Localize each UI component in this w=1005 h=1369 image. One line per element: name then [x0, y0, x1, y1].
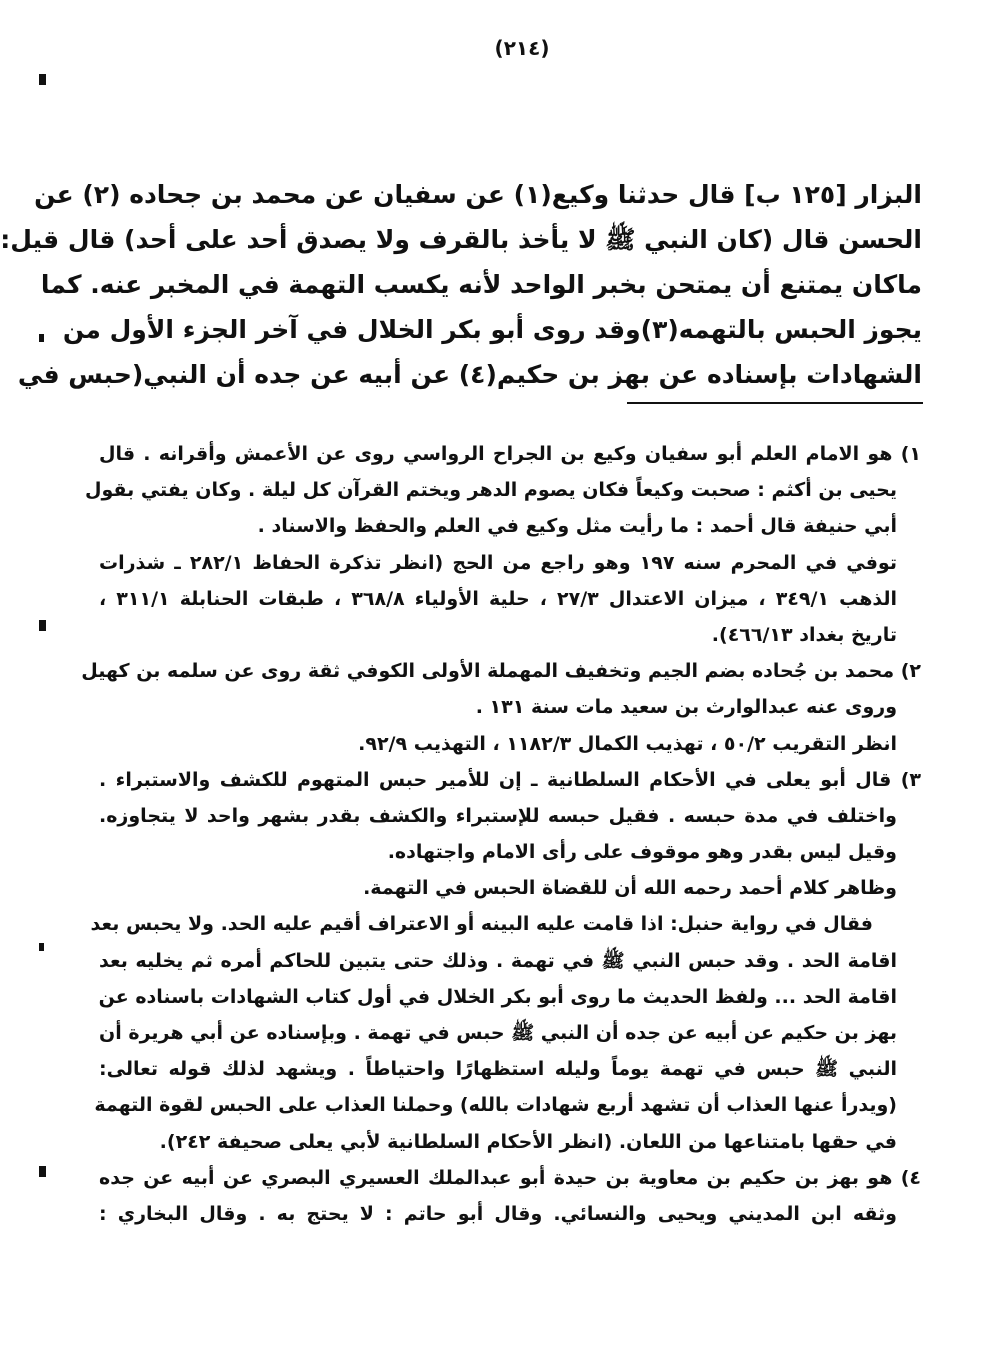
footnote-line: واختلف في مدة حبسه . فقيل حبسه للإستبراء والكشف بقدر بشهر واحد لا يتجاوزه.: [99, 804, 897, 827]
footnote-line: ٢) محمد بن جُحاده بضم الجيم وتخفيف المهملة الأولى الكوفي ثقة روى عن سلمه بن كهيل: [81, 660, 921, 683]
binding-hole-mark: [39, 620, 46, 631]
main-text-line: البزار [١٢٥ ب] قال حدثنا وكيع(١) عن سفيان عن محمد بن جحاده (٢) عن: [34, 180, 922, 209]
footnote-line: ١) هو الامام العلم أبو سفيان وكيع بن الجراح الرواسي روى عن الأعمش وأقرانه . قال: [99, 443, 921, 465]
binding-hole-mark: [39, 74, 46, 85]
footnote-line: اقامة الحد ... ولفظ الحديث ما روى أبو بكر الخلال في أول كتاب الشهادات باسناده عن: [98, 985, 897, 1008]
footnote-line: الذهب ٣٤٩/١ ، ميزان الاعتدال ٢٧/٣ ، حلية الأولياء ٣٦٨/٨ ، طبقات الحنابلة ٣١١/١ ،: [99, 587, 898, 610]
footnote-line: وظاهر كلام أحمد رحمه الله أن للقضاة الحبس في التهمة.: [363, 877, 897, 900]
footnote-separator: [627, 402, 923, 404]
footnote-line: انظر التقريب ٥٠/٢ ، تهذيب الكمال ١١٨٢/٣ ، التهذيب ٩٢/٩.: [358, 732, 897, 755]
footnote-line: وثقه ابن المديني ويحيى والنسائي. وقال أبو حاتم : لا يحتج به . وقال البخاري :: [99, 1202, 897, 1225]
page-number: (٢١٤): [494, 36, 550, 60]
footnote-line: اقامة الحد . وقد حبس النبي ﷺ في تهمة . وذلك حتى يتبين للحاكم أمره ثم يخليه بعد: [99, 949, 897, 972]
main-text-line: الشهادات بإسناده عن بهز بن حكيم(٤) عن أبيه عن جده أن النبي(حبس في: [17, 360, 922, 389]
footnotes-section: [81, 436, 921, 1232]
footnote-line: وروى عنه عبدالوارث بن سعيد مات سنة ١٣١ .: [475, 696, 897, 719]
binding-hole-mark: [39, 943, 44, 951]
footnote-line: ٣) قال أبو يعلى في الأحكام السلطانية ـ إن للأمير حبس المتهوم للكشف والاستبراء .: [99, 768, 921, 791]
footnote-line: ٤) هو بهز بن حكيم بن معاوية بن حيدة أبو عبدالملك العسيري البصري عن أبيه عن جده: [99, 1166, 921, 1189]
footnote-line: تاريخ بغداد ٤٦٦/١٣).: [711, 623, 897, 646]
footnote-line: توفي في المحرم سنه ١٩٧ وهو راجع من الحج (انظر تذكرة الحفاظ ٢٨٢/١ ـ شذرات: [99, 551, 897, 574]
footnote-line: في حقها بامتناعها من اللعان. (انظر الأحكام السلطانية لأبي يعلى صحيفة ٢٤٢).: [159, 1130, 897, 1153]
footnote-line: النبي ﷺ حبس في تهمة يوماً وليله استظهارًا واحتياطاً . ويشهد لذلك قوله تعالى:: [99, 1058, 897, 1081]
binding-hole-mark: [39, 1166, 46, 1177]
main-text-line: يجوز الحبس بالتهمه(٣)وقد روى أبو بكر الخلال في آخر الجزء الأول من: [62, 315, 922, 344]
footnote-line: يحيى بن أكثم : صحبت وكيعاً فكان يصوم الدهر ويختم القرآن كل ليلة . وكان يفتي بقول: [85, 479, 897, 502]
footnote-line: فقال في رواية حنبل: اذا قامت عليه البينه أو الاعتراف أقيم عليه الحد. ولا يحبس بعد: [90, 913, 873, 936]
main-text-line: ماكان يمتنع أن يمتحن بخبر الواحد لأنه يكسب التهمة في المخبر عنه. كما: [40, 270, 922, 299]
footnote-line: أبي حنيفة قال أحمد : ما رأيت مثل وكيع في العلم والحفظ والاسناد .: [257, 515, 897, 538]
main-text-line: الحسن قال (كان النبي ﷺ لا يأخذ بالقرف ولا يصدق أحد على أحد) قال قيل:: [0, 225, 922, 254]
main-body-text: [0, 172, 922, 397]
footnote-line: وقيل ليس بقدر وهو موقوف على رأى الامام واجتهاده.: [387, 841, 897, 864]
footnote-line: (ويدرأ عنها العذاب أن تشهد أربع شهادات بالله) وحملنا العذاب على الحبس لقوة التهمة: [94, 1094, 897, 1117]
footnote-line: بهز بن حكيم عن أبيه عن جده أن النبي ﷺ حبس في تهمة . وبإسناده عن أبي هريرة أن: [99, 1022, 897, 1044]
binding-hole-mark: [39, 334, 44, 342]
